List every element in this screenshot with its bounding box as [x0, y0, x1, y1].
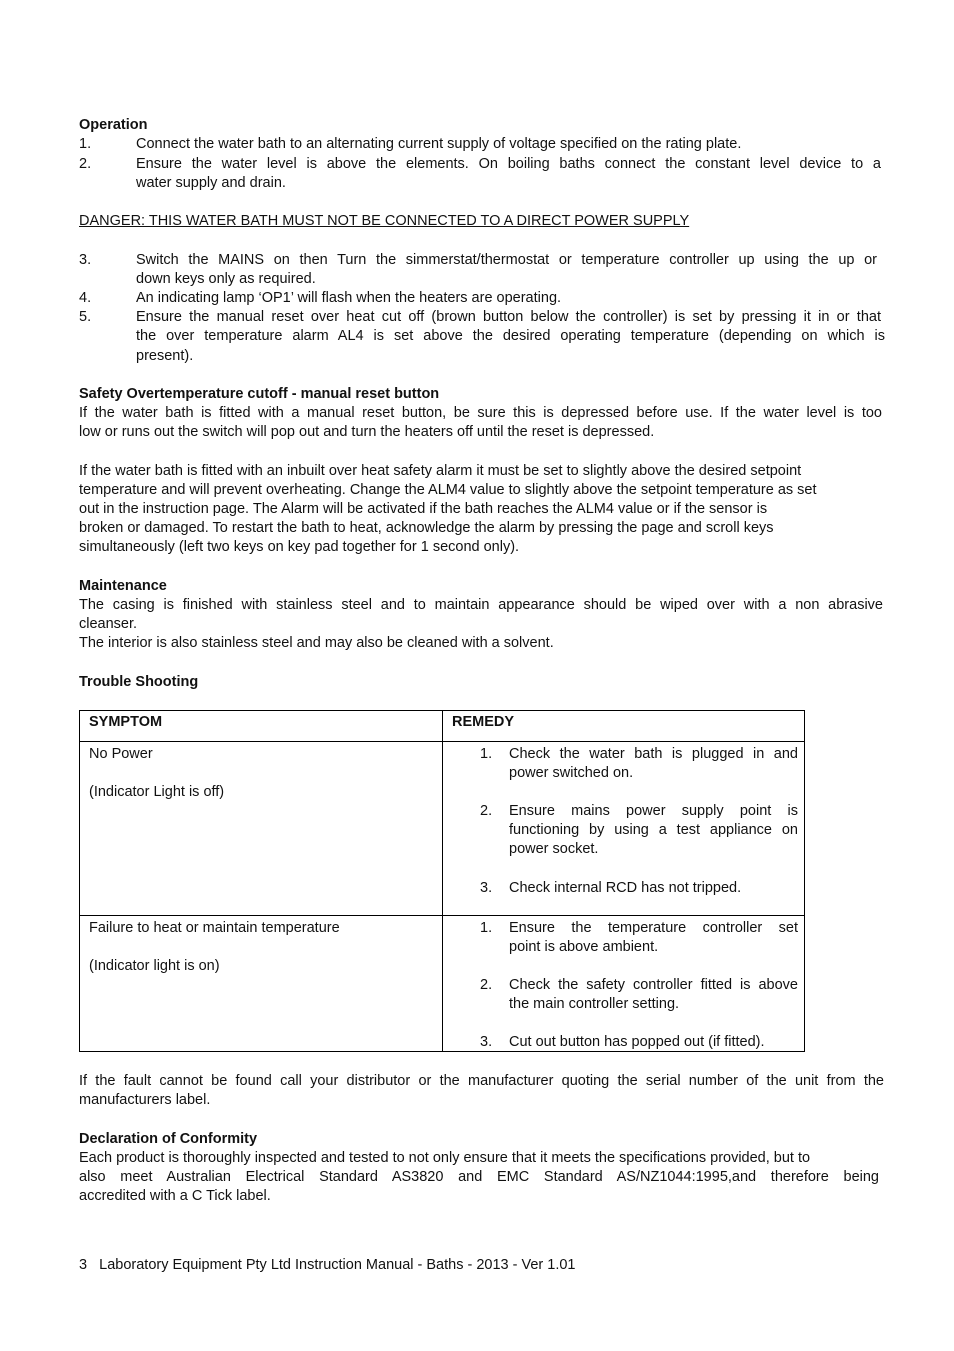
remedy-number: 1. [480, 746, 493, 762]
table-row [80, 916, 805, 1052]
list-item-continuation: present). [136, 348, 194, 364]
danger-warning: DANGER: THIS WATER BATH MUST NOT BE CONNECTED TO A DIRECT POWER SUPPLY [79, 213, 690, 229]
safety-paragraph-line: If the water bath is fitted with a manual reset button, be sure this is depressed before use. If the water level is too [79, 405, 882, 421]
table-row [80, 742, 805, 916]
indicator-text: (Indicator light is on) [89, 958, 220, 974]
maintenance-line: cleanser. [79, 616, 138, 632]
remedy-line: Check the safety controller fitted is above [509, 977, 798, 993]
fault-paragraph-line: If the fault cannot be found call your distributor or the manufacturer quoting the serial number of the unit from the [79, 1073, 884, 1089]
list-number: 4. [79, 290, 92, 306]
remedy-column-header: REMEDY [443, 711, 805, 742]
symptom-text: Failure to heat or maintain temperature [89, 920, 340, 936]
symptom-text: No Power [89, 746, 153, 762]
maintenance-line: The casing is finished with stainless steel and to maintain appearance should be wiped over with a non abrasive [79, 597, 883, 613]
declaration-line: Each product is thoroughly inspected and tested to not only ensure that it meets the specifications provided, but to [79, 1150, 811, 1166]
symptom-column-header: SYMPTOM [80, 711, 443, 742]
page-footer: 3 Laboratory Equipment Pty Ltd Instruction Manual - Baths - 2013 - Ver 1.01 [79, 1257, 576, 1273]
list-number: 5. [79, 309, 92, 325]
remedy-line: point is above ambient. [509, 939, 659, 955]
symptom-cell [80, 742, 443, 916]
list-item: An indicating lamp ‘OP1’ will flash when the heaters are operating. [136, 290, 562, 306]
list-item: Ensure the manual reset over heat cut off (brown button below the controller) is set by pressing it in or that [136, 309, 881, 325]
list-number: 2. [79, 156, 92, 172]
remedy-line: Cut out button has popped out (if fitted). [509, 1034, 765, 1050]
trouble-table [79, 710, 805, 1052]
remedy-line: Ensure mains power supply point is [509, 803, 798, 819]
remedy-line: Check internal RCD has not tripped. [509, 880, 742, 896]
list-number: 3. [79, 252, 92, 268]
remedy-line: Check the water bath is plugged in and [509, 746, 798, 762]
list-item: Ensure the water level is above the elements. On boiling baths connect the constant level device to a [136, 156, 881, 172]
alarm-paragraph-line: If the water bath is fitted with an inbuilt over heat safety alarm it must be set to slightly above the desired setpoint [79, 463, 802, 479]
alarm-paragraph-line: temperature and will prevent overheating. Change the ALM4 value to slightly above the setpoint temperature as set [79, 482, 817, 498]
list-item-continuation: the over temperature alarm AL4 is set above the desired operating temperature (depending on which is [136, 328, 885, 344]
declaration-heading: Declaration of Conformity [79, 1131, 258, 1147]
maintenance-heading: Maintenance [79, 578, 167, 594]
alarm-paragraph-line: out in the instruction page. The Alarm will be activated if the bath reaches the ALM4 value or if the sensor is [79, 501, 768, 517]
list-item: Switch the MAINS on then Turn the simmerstat/thermostat or temperature controller up using the up or [136, 252, 877, 268]
remedy-cell [443, 742, 805, 916]
remedy-number: 2. [480, 803, 493, 819]
list-item: Connect the water bath to an alternating current supply of voltage specified on the rating plate. [136, 136, 742, 152]
trouble-heading: Trouble Shooting [79, 674, 199, 690]
remedy-number: 1. [480, 920, 493, 936]
alarm-paragraph-line: broken or damaged. To restart the bath to heat, acknowledge the alarm by pressing the page and scroll keys [79, 520, 774, 536]
safety-heading: Safety Overtemperature cutoff - manual reset button [79, 386, 440, 402]
list-item-continuation: water supply and drain. [136, 175, 286, 191]
list-item-continuation: down keys only as required. [136, 271, 316, 287]
symptom-cell [80, 916, 443, 1052]
remedy-cell [443, 916, 805, 1052]
table-header-row [80, 711, 805, 742]
fault-paragraph-line: manufacturers label. [79, 1092, 211, 1108]
alarm-paragraph-line: simultaneously (left two keys on key pad together for 1 second only). [79, 539, 520, 555]
remedy-number: 3. [480, 1034, 493, 1050]
operation-heading: Operation [79, 117, 148, 133]
safety-paragraph-line: low or runs out the switch will pop out and turn the heaters off until the reset is depressed. [79, 424, 655, 440]
remedy-line: power socket. [509, 841, 599, 857]
declaration-line: also meet Australian Electrical Standard AS3820 and EMC Standard AS/NZ1044:1995,and therefore being [79, 1169, 879, 1185]
remedy-line: power switched on. [509, 765, 634, 781]
list-number: 1. [79, 136, 92, 152]
remedy-number: 2. [480, 977, 493, 993]
indicator-text: (Indicator Light is off) [89, 784, 225, 800]
remedy-line: functioning by using a test appliance on [509, 822, 798, 838]
remedy-number: 3. [480, 880, 493, 896]
declaration-line: accredited with a C Tick label. [79, 1188, 271, 1204]
remedy-line: Ensure the temperature controller set [509, 920, 798, 936]
maintenance-line: The interior is also stainless steel and may also be cleaned with a solvent. [79, 635, 554, 651]
remedy-line: the main controller setting. [509, 996, 680, 1012]
